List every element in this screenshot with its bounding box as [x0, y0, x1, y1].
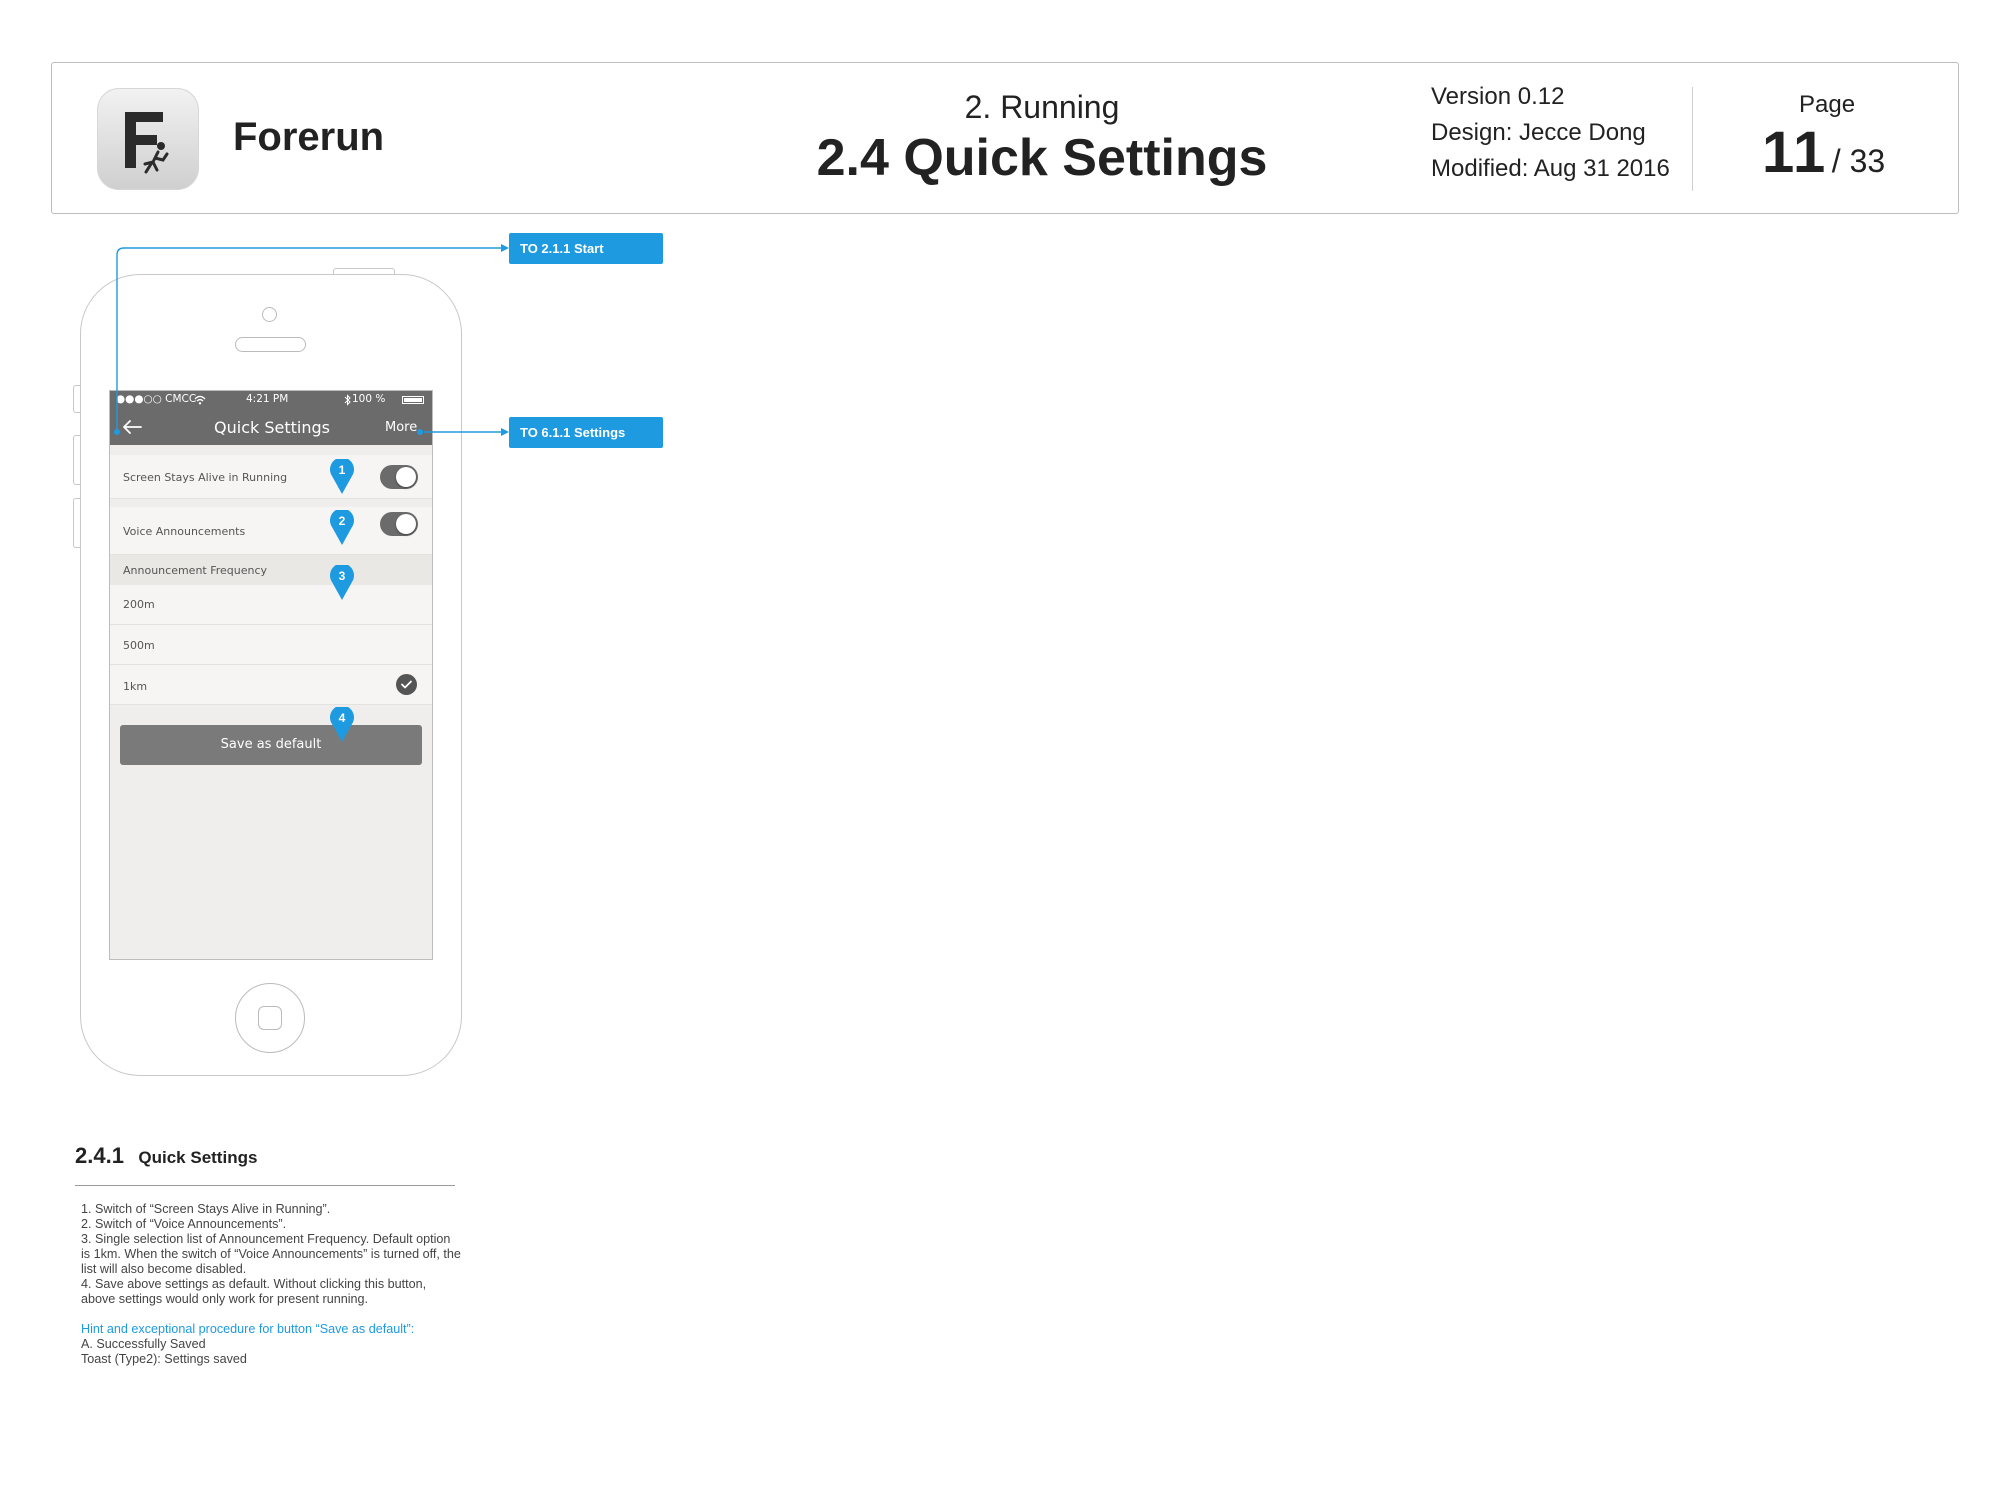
notes-list — [81, 1202, 461, 1307]
notes-divider — [75, 1185, 455, 1186]
notes-section-title: Quick Settings — [138, 1148, 258, 1167]
hint-item-a: A. Successfully Saved — [81, 1337, 206, 1351]
option-label: 200m — [123, 598, 155, 611]
notes-heading — [75, 1143, 257, 1169]
app-name: Forerun — [233, 115, 385, 159]
note-item-3: 3. Single selection list of Announcement Frequency. Default option is 1km. When the switch of “Voice Announcements” is turned off, the list will also become disabled. — [81, 1232, 461, 1276]
hint-list — [81, 1337, 247, 1367]
hint-title: Hint and exceptional procedure for button “Save as default”: — [81, 1322, 415, 1336]
setting-label: Voice Announcements — [123, 525, 246, 538]
designer-text: Design: Jecce Dong — [1431, 119, 1646, 146]
option-label: 500m — [123, 639, 155, 652]
status-carrier: ●●●○○ CMCC — [116, 393, 197, 405]
page-total: / 33 — [1831, 143, 1886, 179]
note-item-2: 2. Switch of “Voice Announcements”. — [81, 1217, 287, 1231]
save-as-default-button[interactable]: Save as default — [120, 725, 422, 765]
status-time: 4:21 PM — [246, 393, 289, 405]
marker-number: 4 — [338, 711, 346, 725]
status-battery-percent: 100 % — [352, 393, 386, 405]
setting-label: Screen Stays Alive in Running — [123, 471, 288, 484]
notes-section-number: 2.4.1 — [75, 1143, 124, 1168]
annotation-marker-2 — [330, 510, 354, 546]
note-item-4: 4. Save above settings as default. Without clicking this button, above settings would only work for present running. — [81, 1277, 427, 1306]
more-button[interactable]: More — [385, 420, 418, 435]
marker-number: 3 — [338, 569, 346, 583]
note-item-1: 1. Switch of “Screen Stays Alive in Running”. — [81, 1202, 331, 1216]
annotation-marker-4 — [330, 707, 354, 743]
modified-date: Modified: Aug 31 2016 — [1431, 155, 1670, 182]
marker-number: 1 — [338, 463, 346, 477]
link-to-start[interactable]: TO 2.1.1 Start — [509, 233, 663, 264]
link-to-settings[interactable]: TO 6.1.1 Settings — [509, 417, 663, 448]
annotation-marker-3 — [330, 565, 354, 601]
page-current: 11 — [1762, 120, 1828, 185]
section-header-label: Announcement Frequency — [123, 564, 268, 577]
nav-title: Quick Settings — [214, 418, 330, 437]
marker-number: 2 — [338, 514, 346, 528]
page-label: Page — [1799, 91, 1856, 118]
section-subtitle: 2. Running — [964, 89, 1120, 125]
page-title: 2.4 Quick Settings — [816, 129, 1268, 187]
annotation-marker-1 — [330, 459, 354, 495]
option-label: 1km — [123, 680, 148, 693]
version-text: Version 0.12 — [1431, 83, 1565, 110]
hint-item-toast: Toast (Type2): Settings saved — [81, 1352, 247, 1366]
